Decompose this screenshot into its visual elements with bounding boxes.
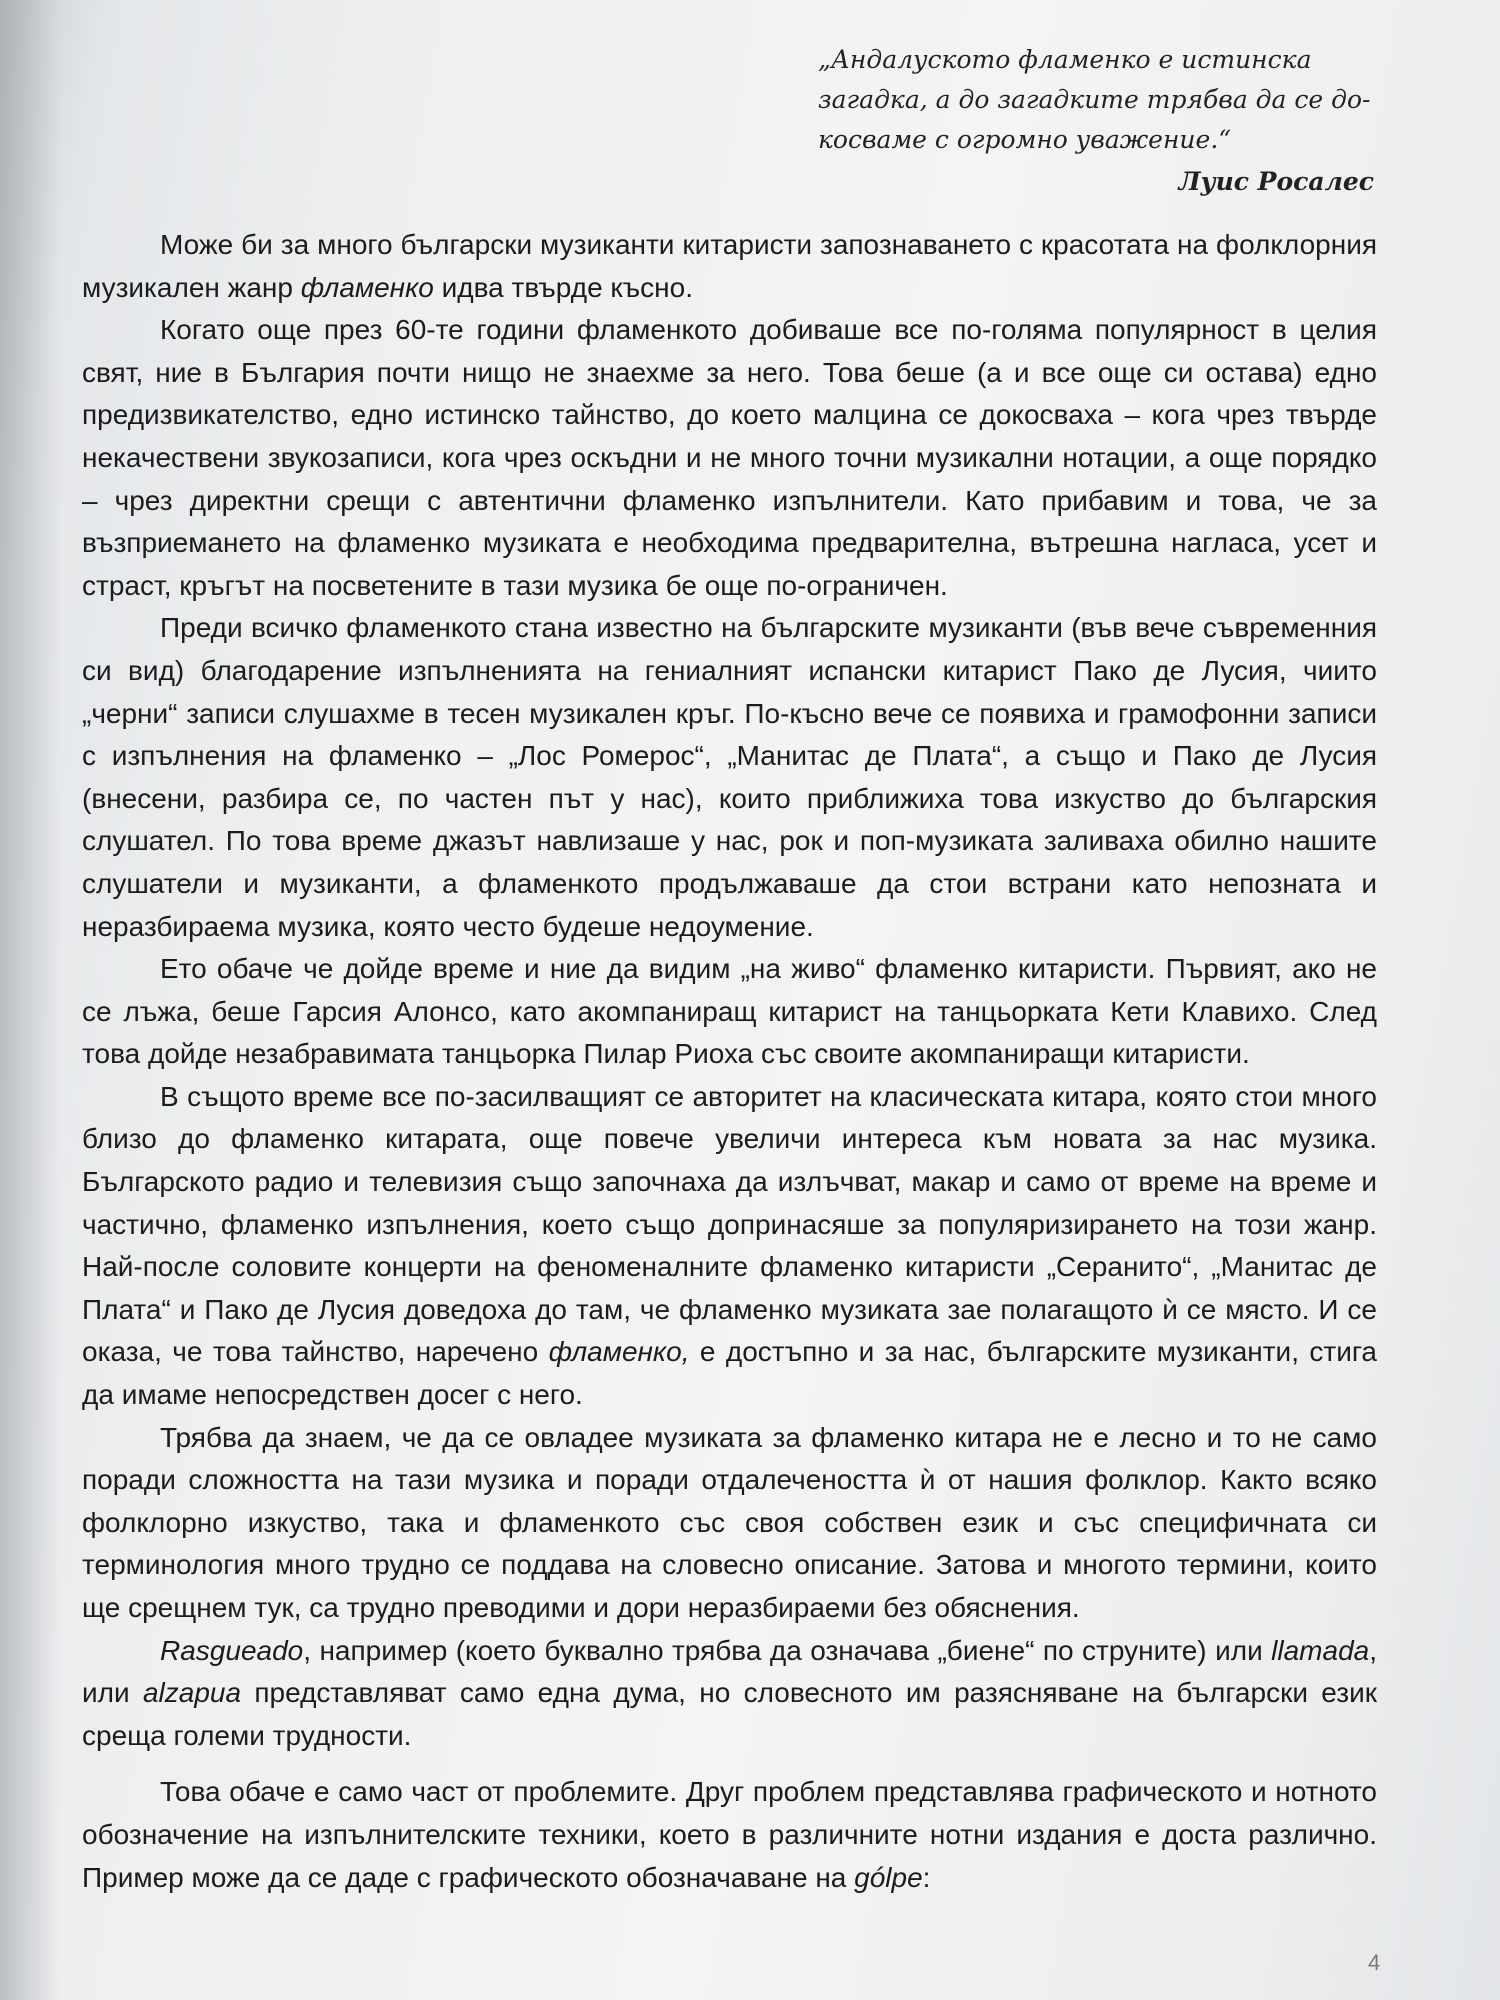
paragraph-8-italic-term: gólpe (854, 1861, 923, 1893)
paragraph-4: Ето обаче че дойде време и ние да видим „на живо“ фламенко китаристи. Първият, ако не се лъжа, беше Гарсия Алонсо, като акомпаниращ китарист на танцьорката Кети Клавихо. След това дойде незабравимата танцьорка Пилар Риоха със своите акомпаниращи китаристи. (82, 953, 1377, 1070)
paragraph-7-italic-term-1: Rasgueado (160, 1634, 304, 1666)
paragraph-5-italic-term: фламенко, (548, 1336, 690, 1368)
paragraph-3: Преди всичко фламенкото стана известно на българските музиканти (във вече съвременния си вид) благодарение изпълненията на гениалният испански китарист Пако де Лусия, чиито „черни“ записи слушахме в тесен музикален кръг. По-късно вече се появиха и грамофонни записи с изпълнения на фламенко – „Лос Ромерос“, „Манитас де Плата“, а също и Пако де Лусия (внесени, разбира се, по частен път у нас), които приближиха това изкуство до българския слушател. По това време джазът навлизаше у нас, рок и поп-музиката заливаха обилно нашите слушатели и музиканти, а фламенкото продължаваше да стои встрани като непозната и неразбираема музика, която често будеше недоумение. (82, 612, 1377, 942)
paragraph-7-italic-term-3: alzapua (142, 1677, 242, 1709)
paragraph-5 (82, 1076, 1377, 1417)
epigraph-line-3: косваме с огромно уважение.“ (818, 125, 1232, 154)
paragraph-7-italic-term-2: llamada (1271, 1634, 1370, 1666)
paragraph-1 (82, 224, 1377, 309)
epigraph (818, 40, 1374, 202)
body-text (82, 224, 1377, 1899)
paragraph-6: Трябва да знаем, че да се овладее музиката за фламенко китара не е лесно и то не само поради сложността на тази музика и поради отдалечеността ѝ от нашия фолклор. Както всяко фолклорно изкуство, така и фламенкото със своя собствен език и със специфичната си терминология много трудно се поддава на словесно описание. Затова и многото термини, които ще срещнем тук, са трудно преводими и дори неразбираеми без обяснения. (82, 1421, 1377, 1623)
paragraph-8-text-a: Това обаче е само част от проблемите. Друг проблем представлява графическото и нотното обозначение на изпълнителските техники, което в различните нотни издания е доста различно. Пример може да се даде с графическото обозначаване на (82, 1776, 1377, 1893)
paragraph-1-text-b: идва твърде късно. (433, 271, 693, 303)
paragraph-8 (82, 1771, 1377, 1899)
paragraph-8-text-b: : (922, 1861, 931, 1893)
page-number: 4 (1368, 1950, 1381, 1975)
epigraph-line-1: „Андалуското фламенко е истинска (818, 45, 1312, 74)
paragraph-7-text-a: , например (което буквално трябва да означава „биене“ по струните) или (303, 1634, 1272, 1666)
spine-shadow (0, 0, 60, 2000)
paragraph-7-text-c: представляват само една дума, но словесното им разясняване на български език среща големи трудности. (82, 1677, 1377, 1751)
paragraph-7 (82, 1630, 1377, 1758)
paragraph-7-text-b: , или (82, 1634, 1377, 1709)
epigraph-author: Луис Росалес (1178, 167, 1374, 196)
epigraph-line-2: загадка, а до загадките трябва да се до- (818, 85, 1371, 114)
paragraph-5-text-a: В същото време все по-засилващият се авторитет на класическата китара, която стои много близо до фламенко китарата, още повече увеличи интереса към новата за нас музика. Българското радио и телевизия също започнаха да излъчват, макар и само от време на време и частично, фламенко изпълнения, което също допринасяше за популяризирането на този жанр. Най-после соловите концерти на феноменалните фламенко китаристи „Серанито“, „Манитас де Плата“ и Пако де Лусия доведоха до там, че фламенко музиката зае полагащото ѝ се място. И се оказа, че това тайнство, наречено (82, 1080, 1377, 1368)
paragraph-1-italic-term: фламенко (300, 271, 434, 303)
paragraph-1-text-a: Може би за много български музиканти китаристи запознаването с красотата на фолклорния музикален жанр (82, 229, 1377, 303)
paragraph-2: Когато още през 60-те години фламенкото добиваше все по-голяма популярност в целия свят, ние в България почти нищо не знаехме за него. Това беше (а и все още си остава) едно предизвикателство, едно истинско тайнство, до което малцина се докосваха – кога чрез твърде некачествени звукозаписи, кога чрез оскъдни и не много точни музикални нотации, а още порядко – чрез директни срещи с автентични фламенко изпълнители. Като прибавим и това, че за възприемането на фламенко музиката е необходима предварителна, вътрешна нагласа, усет и страст, кръгът на посветените в тази музика бе още по-ограничен. (82, 314, 1377, 601)
paragraph-5-text-b: е достъпно и за нас, българските музиканти, стига да имаме непосредствен досег с него. (82, 1336, 1377, 1411)
